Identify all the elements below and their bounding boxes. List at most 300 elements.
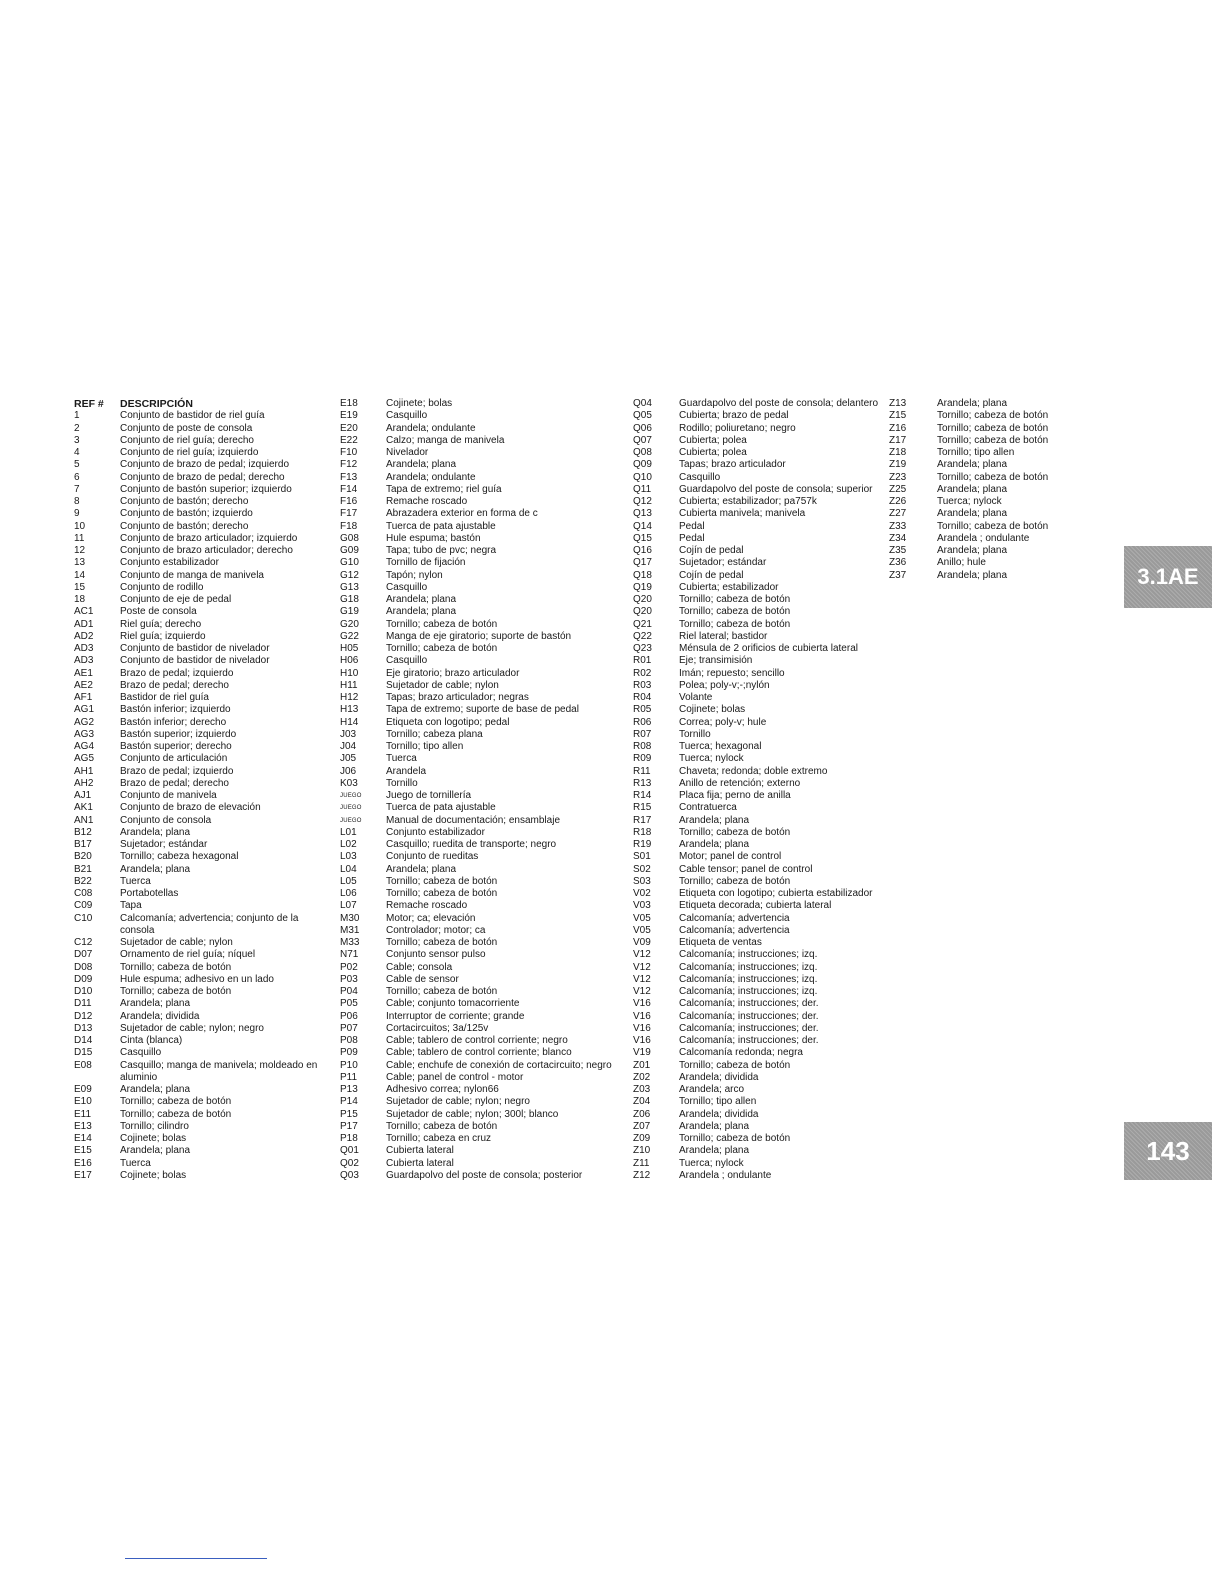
ref-number: E15 <box>74 1145 92 1157</box>
ref-number: L04 <box>340 863 357 875</box>
part-description: Guardapolvo del poste de consola; superior <box>679 483 873 495</box>
ref-number: AH1 <box>74 765 94 777</box>
ref-number: V16 <box>633 1035 651 1046</box>
part-description: Guardapolvo del poste de consola; posterior <box>386 1169 583 1181</box>
ref-number: 9 <box>74 508 80 520</box>
part-description: Cable tensor; panel de control <box>679 863 813 875</box>
part-description: Tornillo; cabeza en cruz <box>386 1133 492 1144</box>
ref-number: Q03 <box>340 1169 359 1181</box>
part-description: Calcomanía; instrucciones; der. <box>679 1022 819 1034</box>
part-description: Tapa de extremo; riel guía <box>386 483 502 495</box>
part-description: Poste de consola <box>120 606 197 618</box>
ref-number: R05 <box>633 704 652 716</box>
part-description: Tuerca <box>386 753 417 765</box>
part-description: Cubierta lateral <box>386 1145 454 1157</box>
table-row <box>74 778 320 790</box>
ref-number: AD1 <box>74 618 94 630</box>
part-description: Chaveta; redonda; doble extremo <box>679 765 828 777</box>
table-row <box>74 962 320 974</box>
part-description: Sujetador de cable; nylon; negro <box>386 1096 530 1108</box>
table-row <box>340 937 636 949</box>
ref-number: V12 <box>633 986 651 997</box>
part-description: Arandela; dividida <box>679 1071 759 1083</box>
part-description: Conjunto de bastón; izquierdo <box>120 508 253 520</box>
table-row <box>74 974 320 986</box>
table-row <box>74 998 320 1010</box>
ref-number: AH2 <box>74 777 94 789</box>
ref-number: M31 <box>340 924 360 936</box>
ref-number: H13 <box>340 704 359 716</box>
part-description: Ornamento de riel guía; níquel <box>120 949 256 961</box>
table-row <box>633 1011 894 1023</box>
table-row <box>74 435 320 447</box>
ref-number: C08 <box>74 888 93 899</box>
part-description: Hule espuma; bastón <box>386 532 481 544</box>
section-tab: 3.1AE <box>1124 546 1212 608</box>
part-description: Casquillo <box>120 1047 162 1059</box>
part-description: Cable; tablero de control corriente; negro <box>386 1035 568 1046</box>
ref-number: 14 <box>74 569 86 581</box>
table-row <box>340 986 636 998</box>
part-description: Conjunto de brazo articulador; izquierdo <box>120 532 298 544</box>
part-description: Cable; tablero de control corriente; blanco <box>386 1047 572 1059</box>
part-description: Tornillo; cabeza de botón <box>386 937 498 948</box>
ref-number: Q08 <box>633 447 652 458</box>
table-row <box>633 704 894 716</box>
part-description: Arandela; plana <box>679 839 750 850</box>
ref-number: D14 <box>74 1035 93 1046</box>
table-row <box>633 1121 894 1133</box>
ref-number: AD2 <box>74 630 94 642</box>
ref-number: Z06 <box>633 1108 651 1120</box>
table-row <box>633 1109 894 1121</box>
part-description: Tapa <box>120 900 142 912</box>
table-row <box>340 864 636 876</box>
ref-number: P07 <box>340 1022 358 1034</box>
table-row <box>633 508 894 520</box>
ref-number: V12 <box>633 949 651 961</box>
table-row <box>633 998 894 1010</box>
ref-number: AJ1 <box>74 790 92 801</box>
ref-number: Q09 <box>633 459 652 471</box>
ref-number: H12 <box>340 692 359 703</box>
ref-number: L06 <box>340 888 357 899</box>
table-row <box>889 533 1067 545</box>
table-row <box>889 423 1067 435</box>
part-description: Sujetador de cable; nylon <box>386 679 499 691</box>
table-row <box>74 1047 320 1059</box>
table-row <box>340 1096 636 1108</box>
table-row <box>74 692 320 704</box>
part-description: Arandela; plana <box>937 508 1008 520</box>
ref-number: P14 <box>340 1096 358 1108</box>
table-row <box>340 815 636 827</box>
part-description: Tornillo; cabeza hexagonal <box>120 851 239 863</box>
table-row <box>340 680 636 692</box>
part-description: Arandela; plana <box>937 569 1008 581</box>
part-description: Ménsula de 2 orificios de cubierta lateral <box>679 643 858 654</box>
ref-number: P05 <box>340 998 358 1010</box>
part-description: Tornillo; cabeza de botón <box>120 986 232 997</box>
ref-number: B12 <box>74 826 92 838</box>
ref-number: D11 <box>74 998 92 1010</box>
part-description: Cinta (blanca) <box>120 1035 183 1046</box>
part-description: Conjunto de eje de pedal <box>120 594 232 605</box>
table-row <box>633 753 894 765</box>
ref-number: G20 <box>340 618 359 630</box>
ref-number: S03 <box>633 875 651 887</box>
table-row <box>633 398 894 410</box>
table-row <box>74 827 320 839</box>
table-row <box>889 435 1067 447</box>
table-row <box>633 962 894 974</box>
ref-number: 7 <box>74 483 80 495</box>
table-row <box>633 937 894 949</box>
table-row <box>74 766 320 778</box>
part-description: Tornillo; cabeza de botón <box>679 875 791 887</box>
part-description: Tornillo; tipo allen <box>937 447 1015 458</box>
ref-number: E16 <box>74 1157 92 1169</box>
table-row <box>340 655 636 667</box>
table-row <box>340 1133 636 1145</box>
ref-number: E14 <box>74 1133 92 1144</box>
parts-column-2 <box>340 398 636 1182</box>
table-row <box>889 557 1067 569</box>
ref-number: Q06 <box>633 422 652 434</box>
table-row <box>889 410 1067 422</box>
ref-number: Z11 <box>633 1157 650 1169</box>
ref-number: R14 <box>633 790 652 801</box>
ref-number: V19 <box>633 1047 651 1059</box>
ref-number: Q22 <box>633 630 652 642</box>
part-description: Conjunto estabilizador <box>386 826 485 838</box>
ref-number: R19 <box>633 839 652 850</box>
table-row <box>889 459 1067 471</box>
ref-number: B20 <box>74 851 92 863</box>
part-description: Conjunto de bastidor de riel guía <box>120 410 265 422</box>
part-description: Tornillo; cabeza de botón <box>679 606 791 618</box>
ref-number: AG4 <box>74 741 95 752</box>
table-row <box>340 1047 636 1059</box>
ref-number: Z34 <box>889 532 907 544</box>
ref-number: Q07 <box>633 434 652 446</box>
ref-number: E19 <box>340 410 358 422</box>
ref-number: G13 <box>340 581 359 593</box>
part-description: Arandela; plana <box>679 814 750 826</box>
part-description: Cojinete; bolas <box>120 1169 187 1181</box>
ref-number: Q17 <box>633 557 652 569</box>
ref-number: JUEGO <box>340 793 362 799</box>
ref-number: Z12 <box>633 1169 651 1181</box>
part-description: Motor; ca; elevación <box>386 912 476 924</box>
ref-number: L07 <box>340 900 357 912</box>
parts-column-3 <box>633 398 894 1182</box>
table-row <box>889 398 1067 410</box>
ref-number: Q01 <box>340 1145 359 1157</box>
ref-number: AG2 <box>74 716 95 728</box>
ref-number: Z10 <box>633 1145 651 1157</box>
ref-number: J05 <box>340 753 357 765</box>
ref-number: Z02 <box>633 1071 651 1083</box>
part-description: Calcomanía; instrucciones; izq. <box>679 973 818 985</box>
ref-number: R18 <box>633 826 652 838</box>
part-description: Eje; transimisión <box>679 655 753 667</box>
table-row <box>340 962 636 974</box>
part-description: Bastón inferior; izquierdo <box>120 704 231 716</box>
table-row <box>633 472 894 484</box>
part-description: Cubierta; polea <box>679 447 747 458</box>
ref-number: E08 <box>74 1059 92 1071</box>
table-row <box>74 1060 320 1085</box>
table-row <box>633 668 894 680</box>
ref-number: R02 <box>633 667 652 679</box>
table-row <box>74 1096 320 1108</box>
table-row <box>633 1072 894 1084</box>
ref-number: P10 <box>340 1059 358 1071</box>
ref-number: H05 <box>340 643 359 654</box>
part-description: Tornillo; cabeza de botón <box>937 434 1049 446</box>
ref-number: 3 <box>74 434 80 446</box>
ref-header: REF # <box>74 398 104 410</box>
part-description: Tornillo; cabeza de botón <box>679 594 791 605</box>
table-row <box>340 594 636 606</box>
table-row <box>340 741 636 753</box>
ref-number: S02 <box>633 863 651 875</box>
ref-number: R09 <box>633 753 652 765</box>
part-description: Arandela; plana <box>679 1145 750 1157</box>
ref-number: Q02 <box>340 1157 359 1169</box>
ref-number: E09 <box>74 1084 92 1095</box>
part-description: Arandela; plana <box>120 1084 191 1095</box>
part-description: Conjunto de consola <box>120 814 212 826</box>
part-description: Tornillo; cabeza de botón <box>679 1133 791 1144</box>
part-description: Sujetador; estándar <box>120 839 208 850</box>
ref-number: R03 <box>633 679 652 691</box>
table-row <box>340 1072 636 1084</box>
part-description: Anillo de retención; externo <box>679 777 801 789</box>
ref-number: AE2 <box>74 679 93 691</box>
table-row <box>340 692 636 704</box>
ref-number: AE1 <box>74 667 93 679</box>
part-description: Arandela; plana <box>386 863 457 875</box>
part-description: Cable; consola <box>386 961 453 973</box>
part-description: Bastón superior; izquierdo <box>120 728 237 740</box>
table-row <box>74 545 320 557</box>
ref-number: AD3 <box>74 643 94 654</box>
part-description: Conjunto de rodillo <box>120 581 204 593</box>
part-description: Arandela; plana <box>386 594 457 605</box>
part-description: Cojín de pedal <box>679 545 744 556</box>
table-row <box>74 459 320 471</box>
part-description: Arandela; plana <box>937 483 1008 495</box>
ref-number: R17 <box>633 814 652 826</box>
ref-number: P02 <box>340 961 358 973</box>
table-row <box>633 582 894 594</box>
part-description: Riel lateral; bastidor <box>679 630 768 642</box>
ref-number: Z26 <box>889 496 907 507</box>
table-row <box>633 913 894 925</box>
part-description: Arandela; ondulante <box>386 471 476 483</box>
table-row <box>889 570 1067 582</box>
part-description: Conjunto sensor pulso <box>386 949 486 961</box>
table-row <box>74 815 320 827</box>
part-description: Arandela; plana <box>120 863 191 875</box>
table-row <box>633 557 894 569</box>
table-row <box>633 570 894 582</box>
part-description: Interruptor de corriente; grande <box>386 1010 525 1022</box>
table-row <box>889 484 1067 496</box>
part-description: Tornillo; cabeza de botón <box>386 875 498 887</box>
table-row <box>889 496 1067 508</box>
table-row <box>340 1060 636 1072</box>
table-row <box>633 410 894 422</box>
ref-number: AC1 <box>74 606 94 618</box>
table-row <box>633 1096 894 1108</box>
ref-number: J03 <box>340 728 357 740</box>
ref-number: Z04 <box>633 1096 651 1108</box>
table-row <box>74 704 320 716</box>
part-description: Tuerca de pata ajustable <box>386 802 496 814</box>
part-description: Cortacircuitos; 3a/125v <box>386 1022 489 1034</box>
ref-number: AF1 <box>74 692 93 703</box>
part-description: Etiqueta con logotipo; pedal <box>386 716 510 728</box>
ref-number: V03 <box>633 900 651 912</box>
table-row <box>74 1133 320 1145</box>
ref-number: Z27 <box>889 508 907 520</box>
part-description: Brazo de pedal; izquierdo <box>120 667 234 679</box>
part-description: Tornillo; cabeza de botón <box>937 471 1049 483</box>
part-description: Cubierta; estabilizador <box>679 581 779 593</box>
ref-number: Z01 <box>633 1059 651 1071</box>
part-description: Conjunto de bastón superior; izquierdo <box>120 483 292 495</box>
ref-number: P11 <box>340 1071 358 1083</box>
table-row <box>74 1145 320 1157</box>
part-description: Cubierta; brazo de pedal <box>679 410 789 422</box>
part-description: Tornillo; cabeza de botón <box>679 618 791 630</box>
part-description: Hule espuma; adhesivo en un lado <box>120 973 274 985</box>
ref-number: Q16 <box>633 545 652 556</box>
part-description: Sujetador; estándar <box>679 557 767 569</box>
part-description: Motor; panel de control <box>679 851 782 863</box>
table-row <box>633 533 894 545</box>
table-row <box>633 741 894 753</box>
part-description: Arandela; arco <box>679 1084 745 1095</box>
table-row <box>74 631 320 643</box>
page-number-tab: 143 <box>1124 1122 1212 1180</box>
part-description: Tornillo; cabeza plana <box>386 728 483 740</box>
part-description: Tornillo <box>679 728 711 740</box>
part-description: Tornillo; cabeza de botón <box>386 1120 498 1132</box>
table-row <box>340 496 636 508</box>
part-description: Etiqueta decorada; cubierta lateral <box>679 900 832 912</box>
table-row <box>340 1011 636 1023</box>
part-description: Remache roscado <box>386 496 468 507</box>
table-row <box>74 1170 320 1182</box>
table-row <box>74 986 320 998</box>
part-description: Casquillo <box>386 655 428 667</box>
part-description: Tornillo; cabeza de botón <box>937 422 1049 434</box>
part-description: Juego de tornillería <box>386 790 472 801</box>
table-row <box>633 876 894 888</box>
part-description: Riel guía; derecho <box>120 618 202 630</box>
part-description: Conjunto de bastón; derecho <box>120 496 249 507</box>
table-row <box>340 717 636 729</box>
ref-number: R08 <box>633 741 652 752</box>
part-description: Bastón superior; derecho <box>120 741 232 752</box>
ref-number: Z19 <box>889 459 907 471</box>
part-description: Tornillo; cabeza de botón <box>386 643 498 654</box>
ref-number: AG1 <box>74 704 95 716</box>
part-description: Casquillo; manga de manivela; moldeado en aluminio <box>120 1059 318 1083</box>
table-row <box>74 802 320 814</box>
ref-number: B21 <box>74 863 92 875</box>
table-row <box>633 459 894 471</box>
table-row <box>340 557 636 569</box>
table-row <box>633 790 894 802</box>
ref-number: D13 <box>74 1022 93 1034</box>
table-row <box>633 643 894 655</box>
ref-number: Q20 <box>633 594 652 605</box>
part-description: Conjunto de brazo de pedal; derecho <box>120 471 285 483</box>
ref-number: E18 <box>340 398 358 409</box>
ref-number: L05 <box>340 875 357 887</box>
table-row <box>74 619 320 631</box>
ref-number: AD3 <box>74 655 94 667</box>
table-row <box>889 545 1067 557</box>
part-description: Bastón inferior; derecho <box>120 716 227 728</box>
table-row <box>633 447 894 459</box>
part-description: Sujetador de cable; nylon; 300l; blanco <box>386 1108 559 1120</box>
table-row <box>340 900 636 912</box>
table-row <box>340 668 636 680</box>
table-row <box>74 1158 320 1170</box>
table-row <box>74 496 320 508</box>
ref-number: F13 <box>340 471 358 483</box>
ref-number: Z09 <box>633 1133 651 1144</box>
ref-number: Q13 <box>633 508 652 520</box>
part-description: Volante <box>679 692 713 703</box>
ref-number: P04 <box>340 986 358 997</box>
part-description: Tornillo; cabeza de botón <box>679 826 791 838</box>
ref-number: R01 <box>633 655 652 667</box>
table-row <box>74 876 320 888</box>
ref-number: F18 <box>340 520 358 532</box>
part-description: Nivelador <box>386 447 429 458</box>
table-row <box>889 472 1067 484</box>
part-description: Tornillo; cabeza de botón <box>120 1096 232 1108</box>
table-row <box>74 557 320 569</box>
ref-number: Z17 <box>889 434 907 446</box>
part-description: Portabotellas <box>120 888 179 899</box>
part-description: Bastidor de riel guía <box>120 692 209 703</box>
part-description: Arandela; plana <box>937 545 1008 556</box>
table-row <box>74 1011 320 1023</box>
part-description: Arandela; dividida <box>679 1108 759 1120</box>
ref-number: G09 <box>340 545 359 556</box>
part-description: Tornillo; cabeza de botón <box>937 410 1049 422</box>
part-description: Tornillo; cabeza de botón <box>120 1108 232 1120</box>
ref-number: D12 <box>74 1010 93 1022</box>
table-row <box>74 741 320 753</box>
ref-number: J06 <box>340 765 357 777</box>
ref-number: Z37 <box>889 569 907 581</box>
ref-number: G18 <box>340 594 359 605</box>
part-description: Arandela; plana <box>679 1120 750 1132</box>
table-row <box>633 1133 894 1145</box>
table-row <box>74 582 320 594</box>
ref-number: G10 <box>340 557 359 569</box>
ref-number: Q23 <box>633 643 652 654</box>
